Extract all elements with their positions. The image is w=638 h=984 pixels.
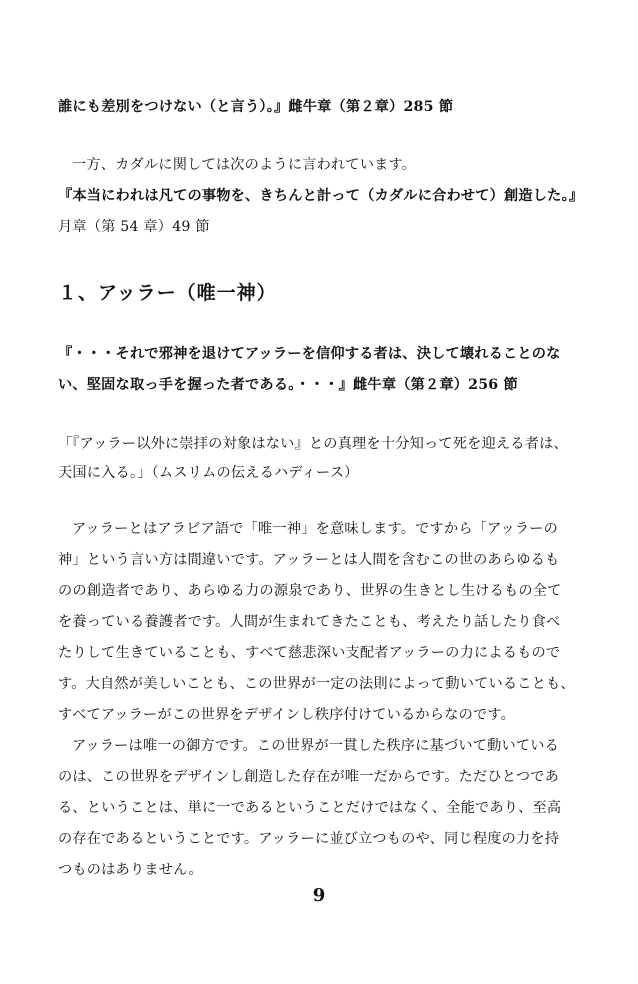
hadith-line: 「『アッラー以外に崇拝の対象はない』との真理を十分知って死を迎える者は、 xyxy=(58,436,568,452)
quote-line: 『・・・それで邪神を退けてアッラーを信仰する者は、決して壊れることのな xyxy=(58,346,561,362)
body-line: たりして生きていることも、すべて慈悲深い支配者アッラーの力によるもので xyxy=(58,645,561,661)
body-line: る、ということは、単に一であるということだけではなく、全能であり、至高 xyxy=(58,800,562,816)
hadith-line: 天国に入る。」（ムスリムの伝えるハディース） xyxy=(58,465,359,481)
body-line: つものはありません。 xyxy=(58,862,203,878)
body-line: 神」という言い方は間違いです。アッラーとは人間を含むこの世のあらゆるも xyxy=(58,552,560,568)
body-line: の存在であるということです。アッラーに並び立つものや、同じ程度の力を持 xyxy=(58,831,560,847)
body-line: アッラーとはアラビア語で「唯一神」を意味します。ですから「アッラーの xyxy=(72,521,559,537)
body-line: アッラーは唯一の御方です。この世界が一貫した秩序に基づいて動いている xyxy=(72,738,560,754)
quote-line: 『本当にわれは凡ての事物を、きちんと計って（カダルに合わせて）創造した。』 xyxy=(58,188,584,204)
body-line: のは、この世界をデザインし創造した存在が唯一だからです。ただひとつであ xyxy=(58,769,560,785)
text-line: 誰にも差別をつけない（と言う）。』雌牛章（第２章）285 節 xyxy=(58,99,454,115)
body-line: す。大自然が美しいことも、この世界が一定の法則によって動いていることも、 xyxy=(58,676,575,692)
page-number: 9 xyxy=(312,885,326,906)
body-line: のの創造者であり、あらゆる力の源泉であり、世界の生きとし生けるもの全て xyxy=(58,583,562,599)
body-line: を養っている養護者です。人間が生まれてきたことも、考えたり話したり食べ xyxy=(58,614,561,630)
body-line: すべてアッラーがこの世界をデザインし秩序付けているからなのです。 xyxy=(58,707,515,723)
citation-line: 月章（第 54 章）49 節 xyxy=(58,219,210,235)
text-line: 一方、カダルに関しては次のように言われています。 xyxy=(72,157,417,173)
quote-line: い、堅固な取っ手を握った者である。・・・』雌牛章（第２章）256 節 xyxy=(58,377,518,393)
section-heading: １、アッラー（唯一神） xyxy=(58,282,277,304)
